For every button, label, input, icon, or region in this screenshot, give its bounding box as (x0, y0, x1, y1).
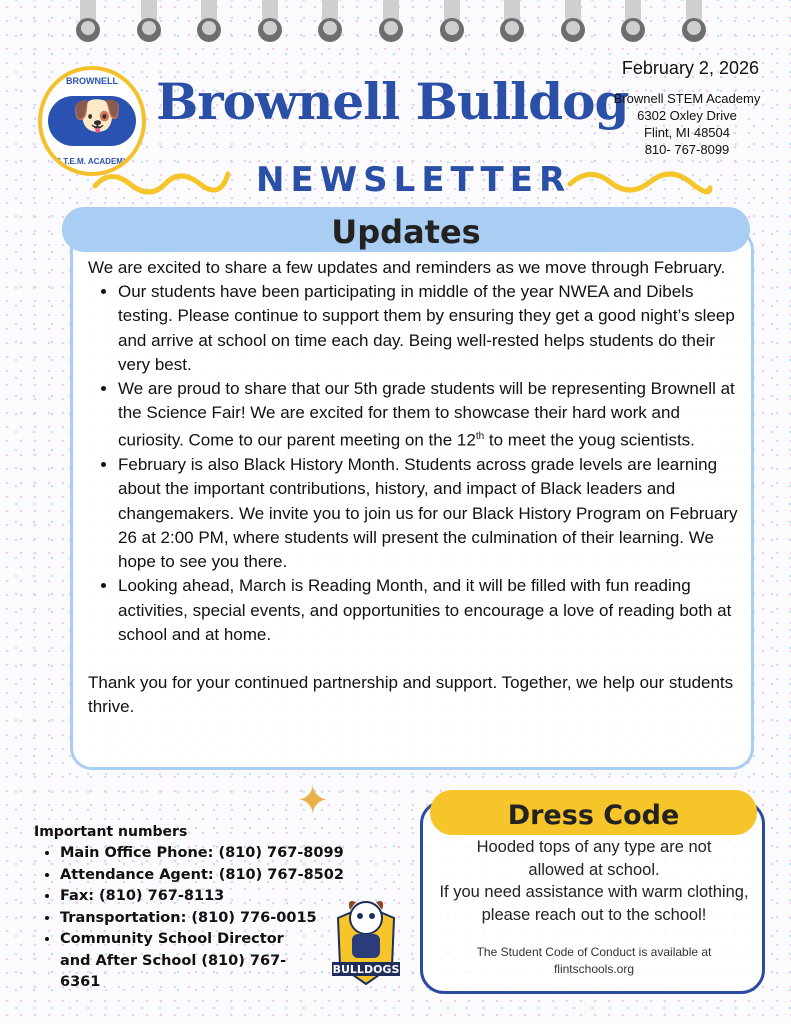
phone-item: • Fax: (810) 767-8113 (60, 886, 344, 908)
school-address (612, 90, 762, 158)
dress-code-rule: Hooded tops of any type are not allowed at school. (476, 838, 712, 879)
superscript: th (475, 431, 485, 443)
school-logo (38, 66, 146, 176)
phone-item: • Attendance Agent: (810) 767-8502 (60, 865, 344, 887)
important-numbers-heading: Important numbers (34, 824, 188, 840)
phone-item: • Main Office Phone: (810) 767-8099 (60, 843, 344, 865)
newsletter-subtitle: NEWSLETTER (256, 160, 572, 200)
phone-item: • Transportation: (810) 776-0015 (60, 908, 344, 930)
phone-item: • Community School Director and After School (810) 767-6361 (60, 929, 310, 994)
binding-ring (197, 0, 221, 40)
binding-ring (137, 0, 161, 40)
update-item: • Our students have been participating in middle of the year NWEA and Dibels testing. Please continue to support them by ensuring they get a good night’s sleep and arrive at school on time each day. Being well-rested helps students do their very best. (118, 280, 738, 377)
binding-ring (318, 0, 342, 40)
binding-ring (682, 0, 706, 40)
binding-ring (621, 0, 645, 40)
dress-code-text (424, 836, 764, 926)
address-line: 6302 Oxley Drive (637, 108, 737, 123)
updates-closing: Thank you for your continued partnership and support. Together, we help our students thrive. (88, 672, 734, 717)
important-numbers (34, 824, 344, 994)
wave-decoration-right (565, 166, 715, 196)
logo-text-bottom: S.T.E.M. ACADEMY (55, 157, 129, 166)
logo-text-top: BROWNELL (66, 76, 118, 86)
binding-ring (379, 0, 403, 40)
update-item: • Looking ahead, March is Reading Month, and it will be filled with fun reading activities, special events, and opportunities to encourage a love of reading both at school and at home. (118, 574, 738, 647)
binding-ring (440, 0, 464, 40)
update-item-text: We are proud to share that our 5th grade students will be representing Brownell at the Science Fair! We are excited for them to showcase their hard work and curiosity. Come to our parent meeting on the 12 (118, 379, 735, 451)
updates-body (88, 256, 738, 719)
address-line: 810- 767-8099 (644, 142, 730, 157)
updates-intro: We are excited to share a few updates and reminders as we move through February. (88, 258, 726, 277)
address-line: Brownell STEM Academy (613, 91, 761, 106)
binding-ring (258, 0, 282, 40)
update-item-text-end: to meet the youg scientists. (484, 431, 695, 451)
bulldog-icon: 🐶 (72, 94, 122, 138)
mascot-label: BULLDOGS (332, 963, 400, 976)
dress-code-assistance: If you need assistance with warm clothing, please reach out to the school! (439, 883, 749, 924)
newsletter-title: Brownell Bulldog (156, 72, 629, 131)
code-of-conduct-note: The Student Code of Conduct is available at flintschools.org (476, 945, 712, 976)
wave-decoration-left (90, 166, 230, 196)
bulldog-mascot-image (326, 888, 406, 988)
binding-ring (561, 0, 585, 40)
binding-ring (500, 0, 524, 40)
update-item: • February is also Black History Month. Students across grade levels are learning about the important contributions, history, and impact of Black leaders and changemakers. We invite you to join us for our Black History Program on February 26 at 2:00 PM, where students will present the culmination of their learning. We hope to see you there. (118, 453, 738, 574)
update-item (118, 377, 738, 453)
sparkle-icon: ✦ (296, 779, 330, 823)
dress-code-heading: Dress Code (430, 790, 757, 835)
newsletter-date: February 2, 2026 (621, 58, 759, 78)
address-line: Flint, MI 48504 (644, 125, 730, 140)
binding-ring (76, 0, 100, 40)
updates-heading: Updates (62, 207, 750, 252)
